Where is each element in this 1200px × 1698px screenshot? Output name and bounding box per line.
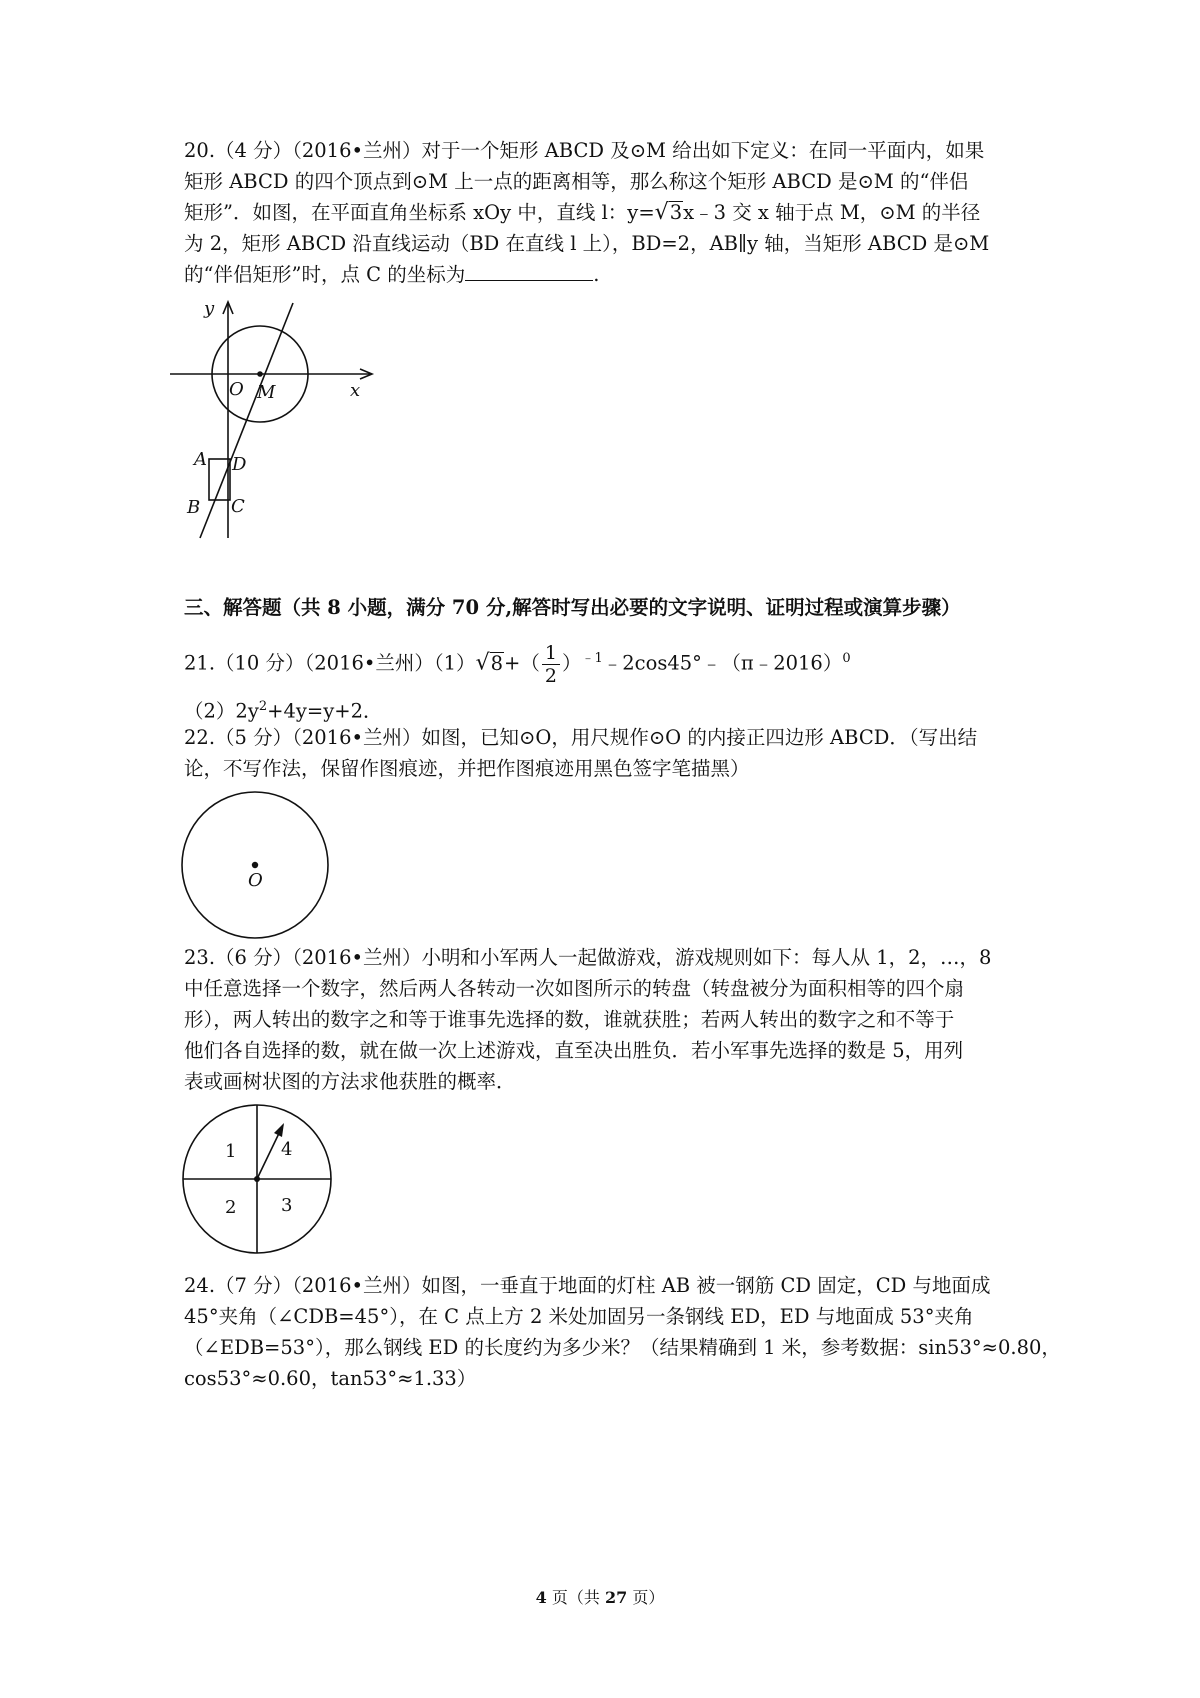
sector-3: 3 xyxy=(281,1195,293,1216)
q21-line-1 xyxy=(184,636,1030,687)
q20-line-5-end: . xyxy=(593,263,600,286)
q21-line-2 xyxy=(184,691,1030,727)
q22-line-2: 论，不写作法，保留作图痕迹，并把作图痕迹用黑色签字笔描黑） xyxy=(184,757,750,780)
total-pages: 27 xyxy=(604,1588,628,1607)
fraction-numerator: 1 xyxy=(542,642,560,665)
sector-1: 1 xyxy=(225,1141,237,1162)
q24-line-4: cos53°≈0.60，tan53°≈1.33） xyxy=(184,1367,477,1390)
question-21 xyxy=(184,636,1030,726)
fraction-one-half xyxy=(542,642,560,687)
label-d: D xyxy=(232,454,247,475)
q20-line-4: 为 2，矩形 ABCD 沿直线运动（BD 在直线 l 上），BD=2，AB∥y 轴，当矩形 ABCD 是⊙M xyxy=(184,232,990,255)
q23-line-1: 23.（6 分）（2016•兰州）小明和小军两人一起做游戏，游戏规则如下：每人从 1，2，…，8 xyxy=(184,946,992,969)
q23-line-5: 表或画树状图的方法求他获胜的概率． xyxy=(184,1070,516,1093)
label-x: x xyxy=(350,380,361,401)
q21-line-2a: （2）2y xyxy=(184,699,259,722)
q20-line-5 xyxy=(184,259,1030,290)
section-3-heading: 三、解答题（共 8 小题，满分 70 分,解答时写出必要的文字说明、证明过程或演算步骤） xyxy=(184,596,961,619)
footer-mid: 页（共 xyxy=(546,1588,605,1607)
exponent-zero: 0 xyxy=(842,651,851,666)
q20-line-1: 20.（4 分）（2016•兰州）对于一个矩形 ABCD 及⊙M 给出如下定义：在同一平面内，如果 xyxy=(184,139,985,162)
page-footer xyxy=(0,1585,1200,1608)
sqrt-sign-8: √ xyxy=(475,650,490,676)
label-o-22: O xyxy=(248,870,263,891)
q20-line-3a: 矩形”．如图，在平面直角坐标系 xOy 中，直线 l：y= xyxy=(184,201,655,224)
q21-paren-close: ） xyxy=(561,651,582,675)
label-a: A xyxy=(194,449,207,470)
q23-line-4: 他们各自选择的数，就在做一次上述游戏，直至决出胜负．若小军事先选择的数是 5，用列 xyxy=(184,1039,964,1062)
point-o xyxy=(252,862,258,868)
spinner-figure xyxy=(181,1103,333,1255)
exponent-minus-one: ﹣1 xyxy=(581,651,603,666)
question-20 xyxy=(184,135,1030,290)
q20-line-2: 矩形 ABCD 的四个顶点到⊙M 上一点的距离相等，那么称这个矩形 ABCD 是⊙M 的“伴侣 xyxy=(184,170,969,193)
q24-line-3: （∠EDB=53°），那么钢线 ED 的长度约为多少米？（结果精确到 1 米，参考数据：sin53°≈0.80， xyxy=(184,1336,1061,1359)
rectangle-abcd xyxy=(209,459,230,500)
answer-blank xyxy=(465,260,593,281)
q20-line-3 xyxy=(184,197,1030,228)
sector-2: 2 xyxy=(225,1197,237,1218)
point-m xyxy=(257,371,263,377)
q21-line-1c: ﹣2cos45°﹣（π﹣2016） xyxy=(602,651,843,675)
question-23 xyxy=(184,942,1030,1097)
label-y: y xyxy=(204,298,215,319)
question-24 xyxy=(184,1270,1061,1394)
line-l xyxy=(200,303,293,538)
q20-radicand: 3 xyxy=(669,201,683,224)
footer-end: 页） xyxy=(627,1588,665,1607)
q22-line-1: 22.（5 分）（2016•兰州）如图，已知⊙O，用尺规作⊙O 的内接正四边形 ABCD．（写出结 xyxy=(184,726,978,749)
sector-4: 4 xyxy=(281,1139,293,1160)
spinner-center xyxy=(254,1176,260,1182)
exponent-two: 2 xyxy=(258,698,268,714)
q21-radicand: 8 xyxy=(490,651,504,675)
pointer-arrowhead xyxy=(274,1123,284,1137)
q20-figure xyxy=(170,298,400,548)
q21-plus: +（ xyxy=(504,651,540,675)
label-o: O xyxy=(229,379,244,400)
q23-line-3: 形），两人转出的数字之和等于谁事先选择的数，谁就获胜；若两人转出的数字之和不等于 xyxy=(184,1008,955,1031)
label-b: B xyxy=(187,497,201,518)
q21-line-2b: +4y=y+2． xyxy=(267,699,383,722)
q20-line-3b: x﹣3 交 x 轴于点 M，⊙M 的半径 xyxy=(683,201,981,224)
q23-line-2: 中任意选择一个数字，然后两人各转动一次如图所示的转盘（转盘被分为面积相等的四个扇 xyxy=(184,977,965,1000)
label-c: C xyxy=(231,496,245,517)
fraction-denominator: 2 xyxy=(544,664,557,687)
q21-line-1a: 21.（10 分）（2016•兰州）（1） xyxy=(184,651,476,675)
question-22 xyxy=(184,722,1030,784)
q24-line-1: 24.（7 分）（2016•兰州）如图，一垂直于地面的灯柱 AB 被一钢筋 CD 固定，CD 与地面成 xyxy=(184,1274,991,1297)
q20-line-5a: 的“伴侣矩形”时，点 C 的坐标为 xyxy=(184,263,466,286)
q22-figure xyxy=(180,790,330,940)
sqrt-sign: √ xyxy=(654,200,669,225)
label-m: M xyxy=(257,382,276,403)
q24-line-2: 45°夹角（∠CDB=45°），在 C 点上方 2 米处加固另一条钢线 ED，ED 与地面成 53°夹角 xyxy=(184,1305,974,1328)
current-page: 4 xyxy=(535,1588,547,1607)
